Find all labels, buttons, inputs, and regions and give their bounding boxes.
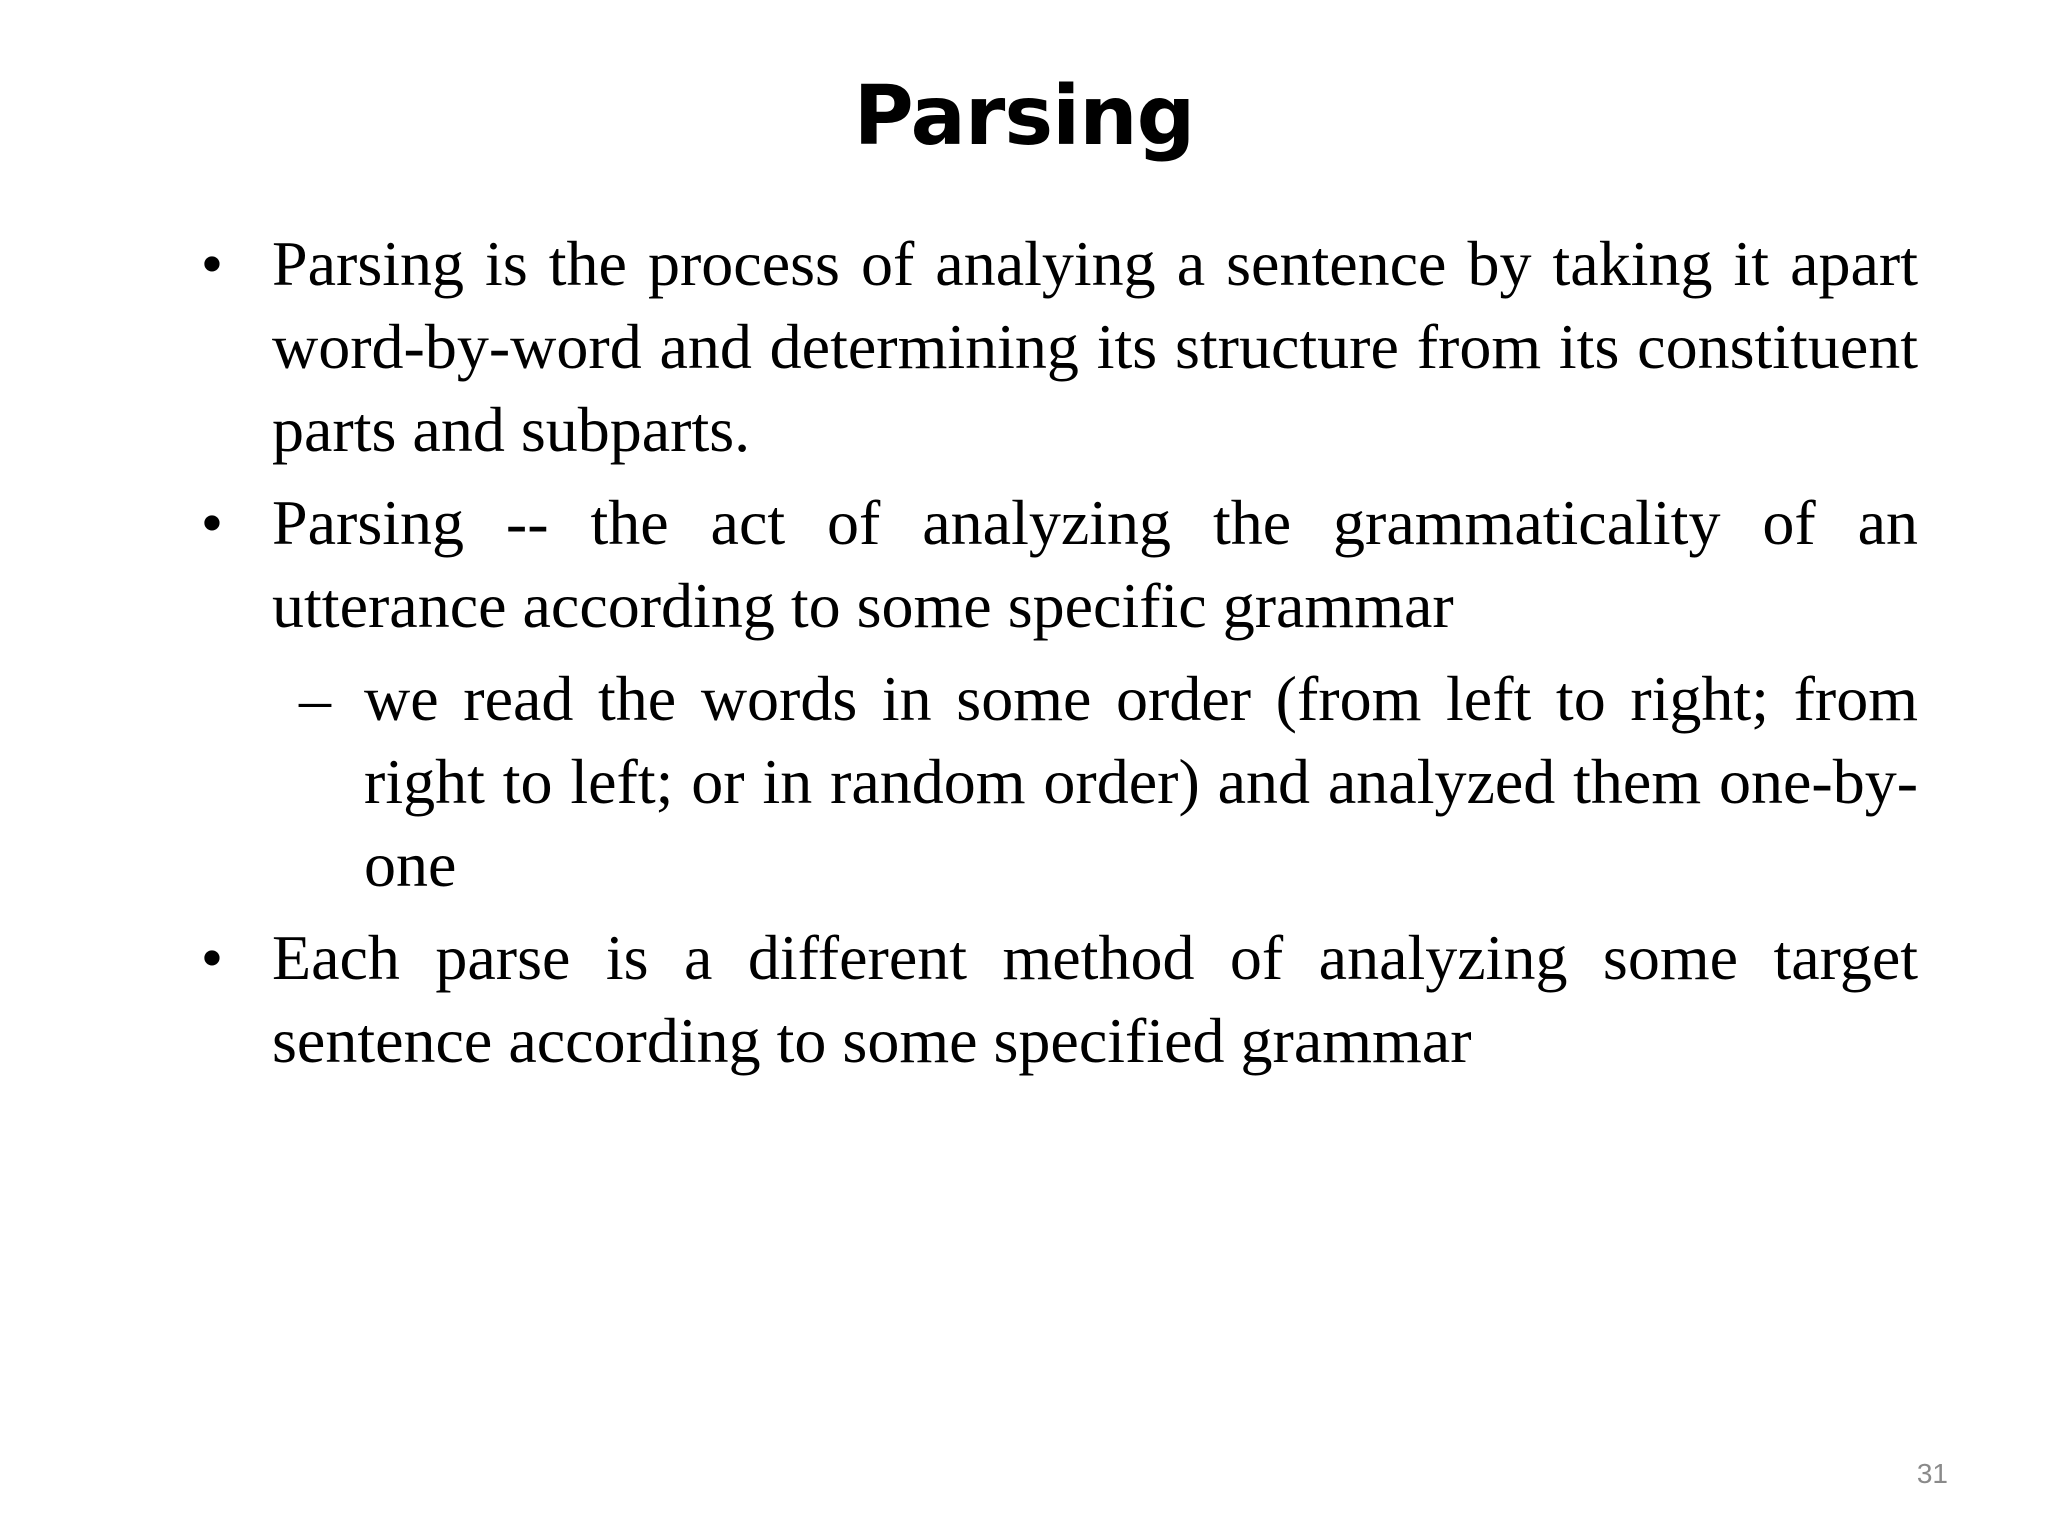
bullet-text: Each parse is a different method of analyzing some target sentence according to some specified grammar [272,922,1918,1076]
bullet-marker: • [200,228,224,299]
slide-title: Parsing [853,69,1195,164]
sub-bullet-text: we read the words in some order (from left to right; from right to left; or in random order) and analyzed them one-by-one [364,663,1918,900]
slide-content [180,222,1918,1092]
bullet-marker: • [200,487,224,558]
bullet-marker: • [200,922,224,993]
bullet-item [180,222,1918,471]
bullet-item [180,916,1918,1082]
sub-bullet-marker: – [299,663,331,734]
bullet-text: Parsing -- the act of analyzing the grammaticality of an utterance according to some specific grammar [272,487,1918,641]
bullet-item [180,481,1918,647]
page-number: 31 [1916,1458,1948,1489]
sub-bullet-item [180,657,1918,906]
bullet-text: Parsing is the process of analying a sentence by taking it apart word-by-word and determining its structure from its constituent parts and subparts. [272,228,1918,465]
